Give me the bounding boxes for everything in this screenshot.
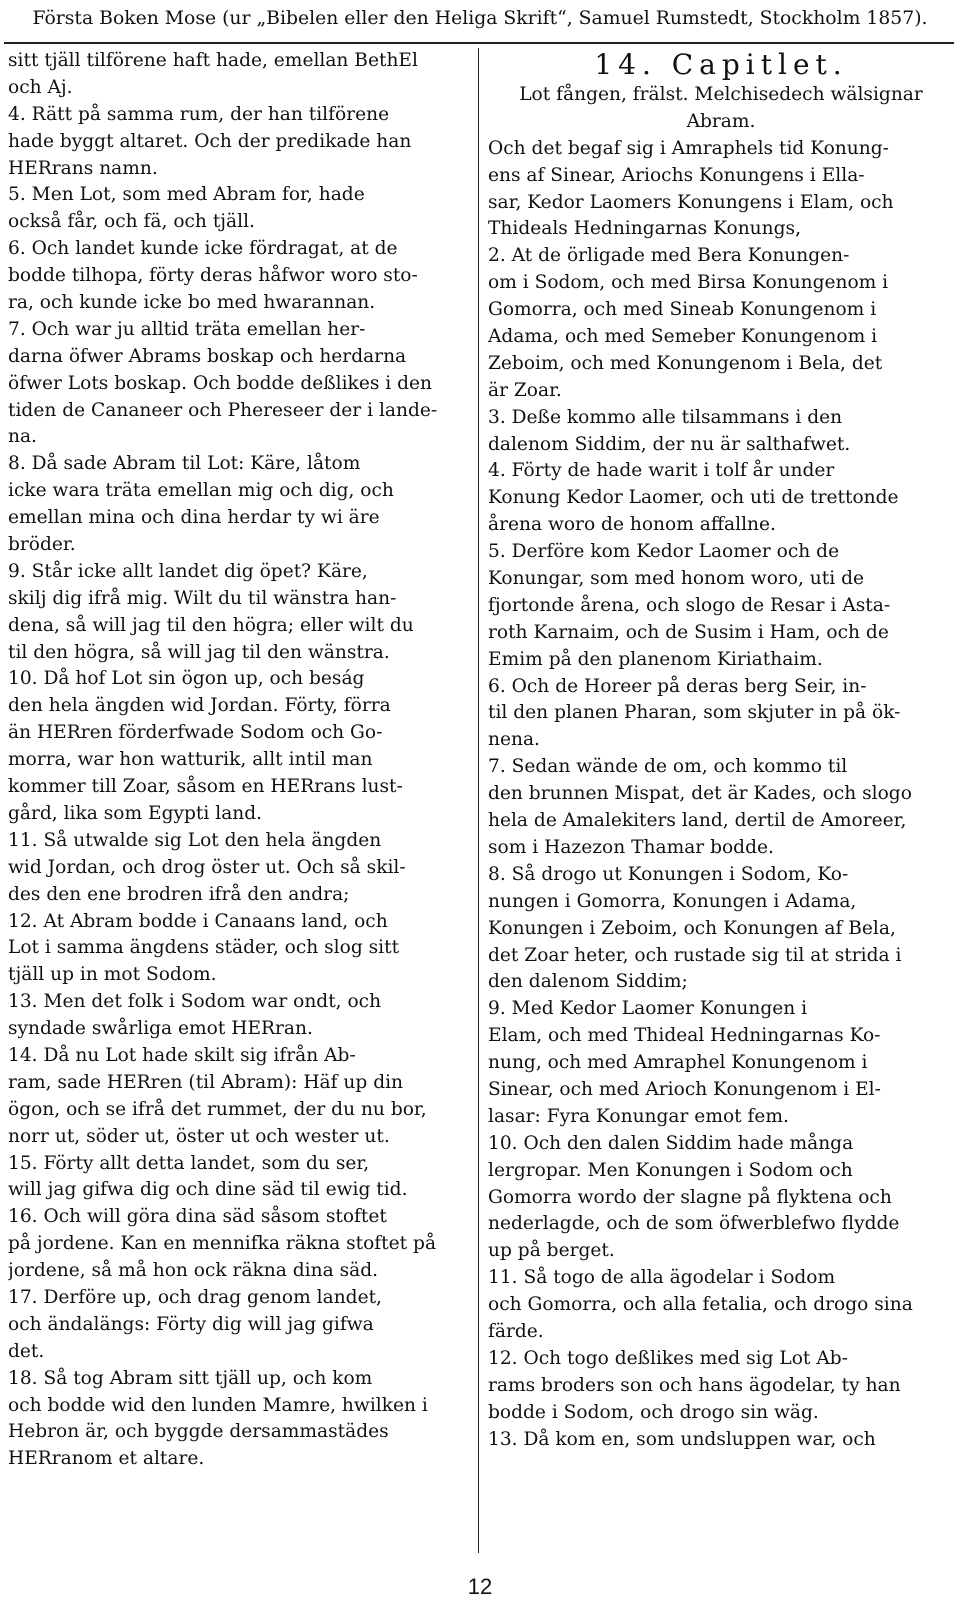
text-line: också får, och fä, och tjäll. bbox=[8, 211, 255, 233]
column-divider bbox=[478, 48, 479, 1553]
text-line: Zeboim, och med Konungenom i Bela, det bbox=[488, 352, 883, 374]
text-line: tiden de Cananeer och Phereseer der i lande- bbox=[8, 399, 438, 421]
chapter-summary bbox=[488, 82, 954, 136]
text-line: nung, och med Amraphel Konungenom i bbox=[488, 1052, 868, 1074]
text-line: til den planen Pharan, som skjuter in på ök- bbox=[488, 702, 901, 724]
text-line: 10. Och den dalen Siddim hade många bbox=[488, 1132, 854, 1154]
text-line: 5. Derföre kom Kedor Laomer och de bbox=[488, 541, 840, 563]
text-line: 11. Så utwalde sig Lot den hela ängden bbox=[8, 829, 382, 851]
text-line: til den högra, så will jag til den wänstra. bbox=[8, 641, 390, 663]
text-line: 17. Derföre up, och drag genom landet, bbox=[8, 1286, 382, 1308]
text-line: det Zoar heter, och rustade sig til at strida i bbox=[488, 944, 902, 966]
text-line: hade byggt altaret. Och der predikade han bbox=[8, 130, 412, 152]
text-line: norr ut, söder ut, öster ut och wester ut. bbox=[8, 1125, 390, 1147]
text-line: 15. Förty allt detta landet, som du ser, bbox=[8, 1152, 370, 1174]
text-line: Konungen i Zeboim, och Konungen af Bela, bbox=[488, 917, 896, 939]
text-line: och ändalängs: Förty dig will jag gifwa bbox=[8, 1313, 374, 1335]
text-line: HERranom et altare. bbox=[8, 1448, 205, 1470]
text-line: nena. bbox=[488, 729, 540, 751]
text-line: Och det begaf sig i Amraphels tid Konung- bbox=[488, 137, 889, 159]
text-line: 8. Så drogo ut Konungen i Sodom, Ko- bbox=[488, 863, 849, 885]
text-line: den dalenom Siddim; bbox=[488, 971, 688, 993]
text-line: Konungar, som med honom woro, uti de bbox=[488, 568, 864, 590]
text-line: 10. Då hof Lot sin ögon up, och beság bbox=[8, 668, 365, 690]
right-column-text bbox=[488, 136, 954, 1454]
text-line: HERrans namn. bbox=[8, 157, 158, 179]
text-line: icke wara träta emellan mig och dig, och bbox=[8, 480, 394, 502]
text-line: ens af Sinear, Ariochs Konungens i Ella- bbox=[488, 164, 865, 186]
text-line: hela de Amalekiters land, dertil de Amoreer, bbox=[488, 810, 907, 832]
text-line: Elam, och med Thideal Hedningarnas Ko- bbox=[488, 1025, 881, 1047]
text-line: om i Sodom, och med Birsa Konungenom i bbox=[488, 272, 889, 294]
text-line: 6. Och de Horeer på deras berg Seir, in- bbox=[488, 675, 867, 697]
text-line: ögon, och se ifrå det rummet, der du nu bor, bbox=[8, 1098, 427, 1120]
text-line: kommer till Zoar, såsom en HERrans lust- bbox=[8, 776, 403, 798]
text-line: gård, lika som Egypti land. bbox=[8, 802, 263, 824]
text-line: des den ene brodren ifrå den andra; bbox=[8, 883, 350, 905]
text-line: det. bbox=[8, 1340, 45, 1362]
text-line: 18. Så tog Abram sitt tjäll up, och kom bbox=[8, 1367, 373, 1389]
text-line: dalenom Siddim, der nu är salthafwet. bbox=[488, 433, 851, 455]
text-line: 16. Och will göra dina säd såsom stoftet bbox=[8, 1206, 387, 1228]
text-line: 7. Och war ju alltid träta emellan her- bbox=[8, 318, 366, 340]
header-rule bbox=[4, 42, 954, 44]
text-line: Sinear, och med Arioch Konungenom i El- bbox=[488, 1078, 881, 1100]
text-line: bodde i Sodom, och drogo sin wäg. bbox=[488, 1401, 819, 1423]
text-line: 5. Men Lot, som med Abram for, hade bbox=[8, 184, 365, 206]
text-line: skilj dig ifrå mig. Wilt du til wänstra han- bbox=[8, 587, 397, 609]
text-line: wid Jordan, och drog öster ut. Och så skil- bbox=[8, 856, 406, 878]
text-line: 13. Då kom en, som undsluppen war, och bbox=[488, 1428, 876, 1450]
text-line: jordene, så må hon ock räkna dina säd. bbox=[8, 1260, 379, 1282]
text-line: än HERren förderfwade Sodom och Go- bbox=[8, 722, 383, 744]
text-line: sitt tjäll tilförene haft hade, emellan BethEl bbox=[8, 50, 418, 71]
text-line: 4. Rätt på samma rum, der han tilförene bbox=[8, 103, 390, 125]
text-line: Konung Kedor Laomer, och uti de trettonde bbox=[488, 487, 899, 509]
text-line: darna öfwer Abrams boskap och herdarna bbox=[8, 345, 407, 367]
text-line: och Gomorra, och alla fetalia, och drogo sina bbox=[488, 1294, 913, 1316]
text-line: den brunnen Mispat, det är Kades, och slogo bbox=[488, 783, 912, 805]
text-line: will jag gifwa dig och dine säd til ewig tid. bbox=[8, 1179, 408, 1201]
text-line: Adama, och med Semeber Konungenom i bbox=[488, 326, 878, 348]
left-column bbox=[8, 48, 470, 1473]
text-line: Lot fången, frälst. Melchisedech wälsignar bbox=[519, 84, 923, 105]
text-line: bodde tilhopa, förty deras håfwor woro sto- bbox=[8, 265, 418, 287]
text-line: nungen i Gomorra, Konungen i Adama, bbox=[488, 890, 857, 912]
text-line: som i Hazezon Thamar bodde. bbox=[488, 836, 774, 858]
text-line: Hebron är, och byggde dersammastädes bbox=[8, 1421, 389, 1443]
text-line: öfwer Lots boskap. Och bodde deßlikes i den bbox=[8, 372, 433, 394]
text-line: fjortonde årena, och slogo de Resar i Asta- bbox=[488, 594, 891, 616]
text-line: 6. Och landet kunde icke fördragat, at de bbox=[8, 238, 398, 260]
text-line: 7. Sedan wände de om, och kommo til bbox=[488, 756, 848, 778]
page-number: 12 bbox=[467, 1574, 493, 1599]
text-line: 12. Och togo deßlikes med sig Lot Ab- bbox=[488, 1347, 848, 1369]
text-line: na. bbox=[8, 426, 37, 448]
text-line: 4. Förty de hade warit i tolf år under bbox=[488, 460, 835, 482]
text-line: 14. Då nu Lot hade skilt sig ifrån Ab- bbox=[8, 1044, 356, 1066]
text-line: nederlagde, och de som öfwerblefwo flydde bbox=[488, 1213, 900, 1235]
text-line: 13. Men det folk i Sodom war ondt, och bbox=[8, 991, 382, 1013]
text-line: och bodde wid den lunden Mamre, hwilken i bbox=[8, 1394, 428, 1416]
text-line: Gomorra wordo der slagne på flyktena och bbox=[488, 1186, 892, 1208]
text-line: 9. Står icke allt landet dig öpet? Käre, bbox=[8, 560, 368, 582]
text-line: dena, så will jag til den högra; eller wilt du bbox=[8, 614, 414, 636]
text-line: ram, sade HERren (til Abram): Häf up din bbox=[8, 1071, 404, 1093]
text-line: ra, och kunde icke bo med hwarannan. bbox=[8, 292, 376, 314]
text-line: och Aj. bbox=[8, 76, 73, 98]
text-line: 9. Med Kedor Laomer Konungen i bbox=[488, 998, 808, 1020]
text-line: up på berget. bbox=[488, 1240, 615, 1262]
text-line: bröder. bbox=[8, 534, 76, 556]
text-line: 3. Deße kommo alle tilsammans i den bbox=[488, 406, 843, 428]
text-line: 12. At Abram bodde i Canaans land, och bbox=[8, 910, 388, 932]
page-header: Första Boken Mose (ur „Bibelen eller den Heliga Skrift“, Samuel Rumstedt, Stockholm 1857). bbox=[32, 8, 928, 29]
text-line: Abram. bbox=[686, 110, 756, 132]
text-line: emellan mina och dina herdar ty wi äre bbox=[8, 507, 380, 529]
right-column bbox=[488, 48, 954, 1453]
text-line: roth Karnaim, och de Susim i Ham, och de bbox=[488, 621, 889, 643]
text-line: Lot i samma ängdens städer, och slog sitt bbox=[8, 937, 400, 959]
text-line: Thideals Hedningarnas Konungs, bbox=[488, 218, 801, 240]
text-line: Gomorra, och med Sineab Konungenom i bbox=[488, 299, 877, 321]
text-line: rams broders son och hans ägodelar, ty han bbox=[488, 1374, 901, 1396]
text-line: är Zoar. bbox=[488, 379, 562, 401]
text-line: syndade swårliga emot HERran. bbox=[8, 1018, 313, 1040]
text-line: sar, Kedor Laomers Konungens i Elam, och bbox=[488, 191, 894, 213]
text-line: årena woro de honom affallne. bbox=[488, 514, 776, 536]
text-line: lasar: Fyra Konungar emot fem. bbox=[488, 1105, 789, 1127]
text-line: på jordene. Kan en mennifka räkna stoftet på bbox=[8, 1233, 437, 1255]
text-line: den hela ängden wid Jordan. Förty, förra bbox=[8, 695, 391, 717]
text-line: lergropar. Men Konungen i Sodom och bbox=[488, 1159, 853, 1181]
text-line: Emim på den planenom Kiriathaim. bbox=[488, 648, 823, 670]
chapter-title: 14. Capitlet. bbox=[594, 48, 848, 81]
text-line: 2. At de örligade med Bera Konungen- bbox=[488, 245, 850, 267]
text-line: tjäll up in mot Sodom. bbox=[8, 964, 217, 986]
text-line: morra, war hon watturik, allt intil man bbox=[8, 749, 373, 771]
text-line: 8. Då sade Abram til Lot: Käre, låtom bbox=[8, 453, 361, 475]
text-line: färde. bbox=[488, 1320, 544, 1342]
text-line: 11. Så togo de alla ägodelar i Sodom bbox=[488, 1267, 836, 1289]
